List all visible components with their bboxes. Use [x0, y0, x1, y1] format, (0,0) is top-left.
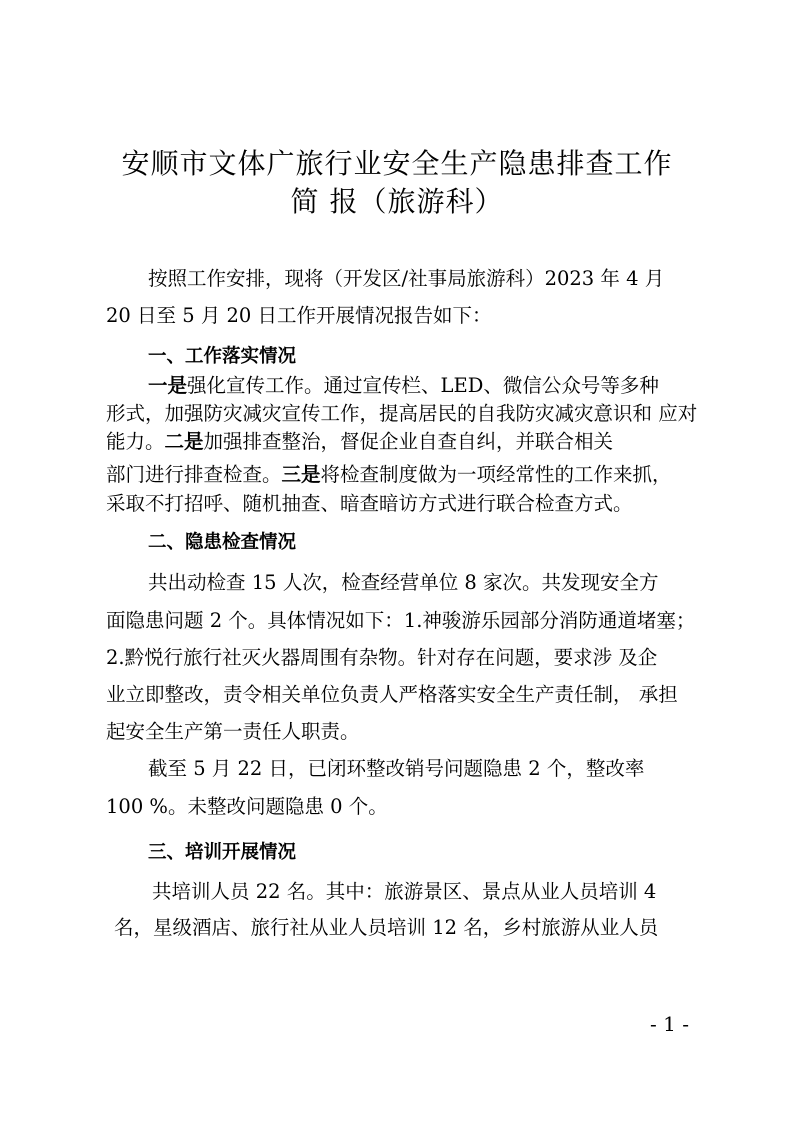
label-third: 三是: [281, 463, 321, 486]
section2-heading: 二、隐患检查情况: [148, 532, 297, 553]
section3-line: 共培训人员 22 名。其中：旅游景区、景点从业人员培训 4: [152, 880, 657, 903]
intro-line-1: 按照工作安排，现将（开发区/社事局旅游科）2023 年 4 月: [148, 267, 665, 290]
para2-end: 部门进行排查检查。: [106, 463, 282, 486]
section3-heading: 三、培训开展情况: [148, 842, 297, 863]
section1-para2-line1: [106, 426, 613, 454]
section2-line: 共出动检查 15 人次，检查经营单位 8 家次。共发现安全方: [148, 571, 659, 594]
section1-para1-line1: [148, 370, 659, 398]
section3-line: 名，星级酒店、旅行社从业人员培训 12 名，乡村旅游从业人员: [114, 916, 659, 939]
section1-para3-line2: 采取不打招呼、随机抽查、暗查暗访方式进行联合检查方式。: [106, 492, 633, 515]
para1-text: 强化宣传工作。通过宣传栏、LED、微信公众号等多种: [187, 374, 659, 397]
section1-heading: 一、工作落实情况: [148, 346, 297, 367]
label-first: 一是: [148, 374, 188, 397]
para1-end: 能力。: [106, 430, 165, 453]
rectify-line: 截至 5 月 22 日，已闭环整改销号问题隐患 2 个，整改率: [148, 757, 645, 780]
section1-para1-line2: 形式，加强防灾减灾宣传工作，提高居民的自我防灾减灾意识和 应对: [106, 402, 698, 425]
section2-line: 起安全生产第一责任人职责。: [106, 720, 360, 743]
rectify-line: 100 %。未整改问题隐患 0 个。: [106, 795, 388, 818]
para3-text: 将检查制度做为一项经常性的工作来抓，: [320, 463, 672, 486]
section2-line: 业立即整改，责令相关单位负责人严格落实安全生产责任制， 承担: [106, 683, 678, 706]
label-second: 二是: [164, 430, 204, 453]
section2-line: 2.黔悦行旅行社灭火器周围有杂物。针对存在问题，要求涉 及企: [106, 646, 658, 669]
intro-line-2: 20 日至 5 月 20 日工作开展情况报告如下：: [106, 304, 492, 327]
page-number: - 1 -: [650, 1012, 689, 1036]
section1-para3-line1: [106, 459, 672, 487]
doc-title-line1: 安顺市文体广旅行业安全生产隐患排查工作: [121, 147, 673, 180]
para2-text: 加强排查整治，督促企业自查自纠，并联合相关: [203, 430, 614, 453]
section2-line: 面隐患问题 2 个。具体情况如下：1.神骏游乐园部分消防通道堵塞；: [106, 609, 696, 632]
doc-title-line2: 简 报（旅游科）: [290, 185, 504, 218]
